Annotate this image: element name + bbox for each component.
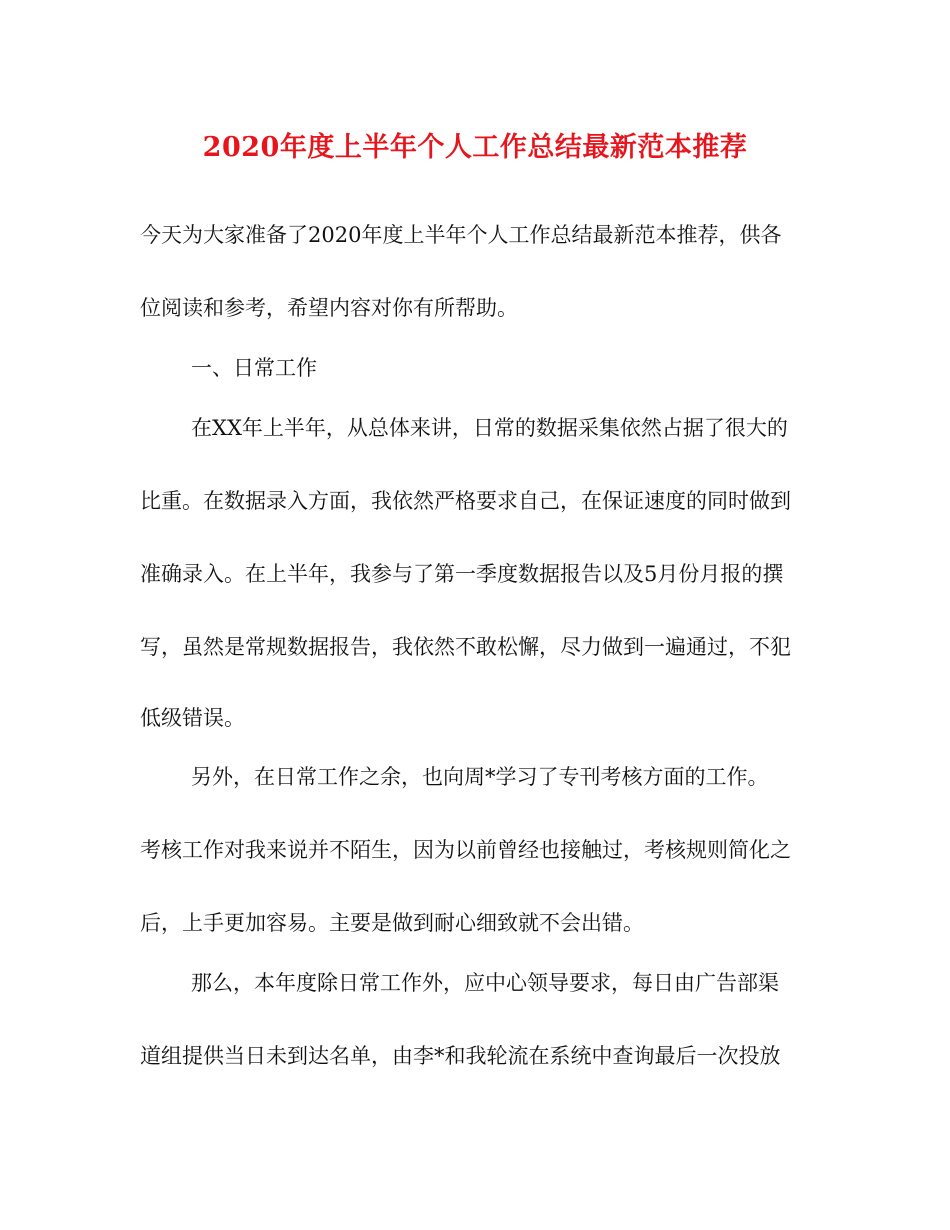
section-heading: 一、日常工作 [191,356,317,380]
paragraph-line: 今天为大家准备了2020年度上半年个人工作总结最新范本推荐，供各 [140,223,782,247]
paragraph-line: 那么，本年度除日常工作外，应中心领导要求，每日由广告部渠 [191,971,779,995]
paragraph-line: 考核工作对我来说并不陌生，因为以前曾经也接触过，考核规则简化之 [140,838,791,862]
paragraph-line: 准确录入。在上半年，我参与了第一季度数据报告以及5月份月报的撰 [140,562,784,586]
paragraph-line: 在XX年上半年，从总体来讲，日常的数据采集依然占据了很大的 [191,416,788,440]
paragraph-line: 低级错误。 [140,706,245,730]
paragraph-line: 位阅读和参考，希望内容对你有所帮助。 [140,296,518,320]
paragraph-line: 比重。在数据录入方面，我依然严格要求自己，在保证速度的同时做到 [140,489,791,513]
document-title: 2020年度上半年个人工作总结最新范本推荐 [202,132,748,163]
paragraph-line: 道组提供当日未到达名单，由李*和我轮流在系统中查询最后一次投放 [140,1044,781,1068]
paragraph-line: 另外，在日常工作之余，也向周*学习了专刊考核方面的工作。 [191,765,769,789]
paragraph-line: 后，上手更加容易。主要是做到耐心细致就不会出错。 [140,911,644,935]
paragraph-line: 写，虽然是常规数据报告，我依然不敢松懈，尽力做到一遍通过，不犯 [140,635,791,659]
